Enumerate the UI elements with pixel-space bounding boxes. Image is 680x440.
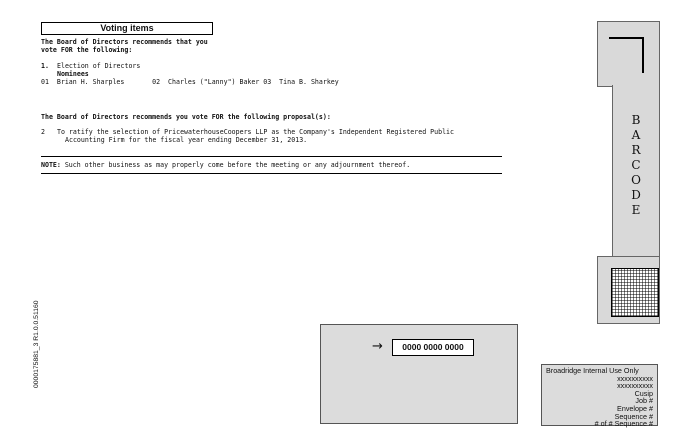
- registration-corner-mark: [609, 37, 644, 73]
- barcode-letter: A: [631, 128, 641, 142]
- control-number: 0000 0000 0000: [392, 339, 474, 356]
- barcode-letter: R: [631, 143, 641, 157]
- nominees-line: 01 Brian H. Sharples 02 Charles ("Lanny") Baker 03 Tina B. Sharkey: [41, 78, 339, 86]
- barcode-letter: B: [631, 113, 641, 127]
- 2d-barcode-grid: [611, 268, 659, 317]
- nominees-label: Nominees: [57, 70, 89, 78]
- broadridge-envelope: Envelope #: [617, 404, 653, 413]
- broadridge-line: xxxxxxxxxx: [617, 381, 653, 391]
- document-side-id: 0000175881_3 R1.0.0.51160: [33, 300, 40, 388]
- board-recommend-line2: vote FOR the following:: [41, 46, 133, 54]
- broadridge-heading: Broadridge Internal Use Only: [546, 366, 639, 375]
- broadridge-of-sequence: # of # Sequence #: [594, 419, 653, 429]
- item2-line2: Accounting Firm for the fiscal year ending December 31, 2013.: [65, 136, 308, 144]
- item2-number: 2: [41, 128, 45, 136]
- voting-items-title: Voting items: [41, 22, 213, 35]
- note-text: Such other business as may properly come before the meeting or any adjournment thereof.: [60, 161, 411, 169]
- broadridge-internal-box: [541, 364, 658, 429]
- barcode-letter: C: [631, 158, 641, 172]
- note-line: [41, 161, 410, 169]
- barcode-letter: O: [631, 173, 641, 187]
- note-label: NOTE:: [41, 161, 61, 169]
- barcode-label: [628, 113, 644, 218]
- barcode-letter: E: [631, 203, 641, 217]
- note-bottom-rule: [41, 173, 502, 174]
- item1-number: 1.: [41, 62, 49, 70]
- barcode-letter: D: [631, 188, 641, 202]
- item2-line1: To ratify the selection of PricewaterhouseCoopers LLP as the Company's Independent Registered Public: [57, 128, 454, 136]
- item1-label: Election of Directors: [57, 62, 141, 70]
- arrow-right-icon: →: [372, 339, 383, 354]
- note-top-rule: [41, 156, 502, 157]
- proposal-heading: The Board of Directors recommends you vote FOR the following proposal(s):: [41, 113, 331, 121]
- broadridge-job: Job #: [635, 396, 653, 406]
- board-recommend-line1: The Board of Directors recommends that you: [41, 38, 208, 46]
- broadridge-cusip: Cusip: [634, 388, 653, 398]
- broadridge-sequence: Sequence #: [614, 411, 653, 421]
- broadridge-line: xxxxxxxxxx: [617, 373, 653, 383]
